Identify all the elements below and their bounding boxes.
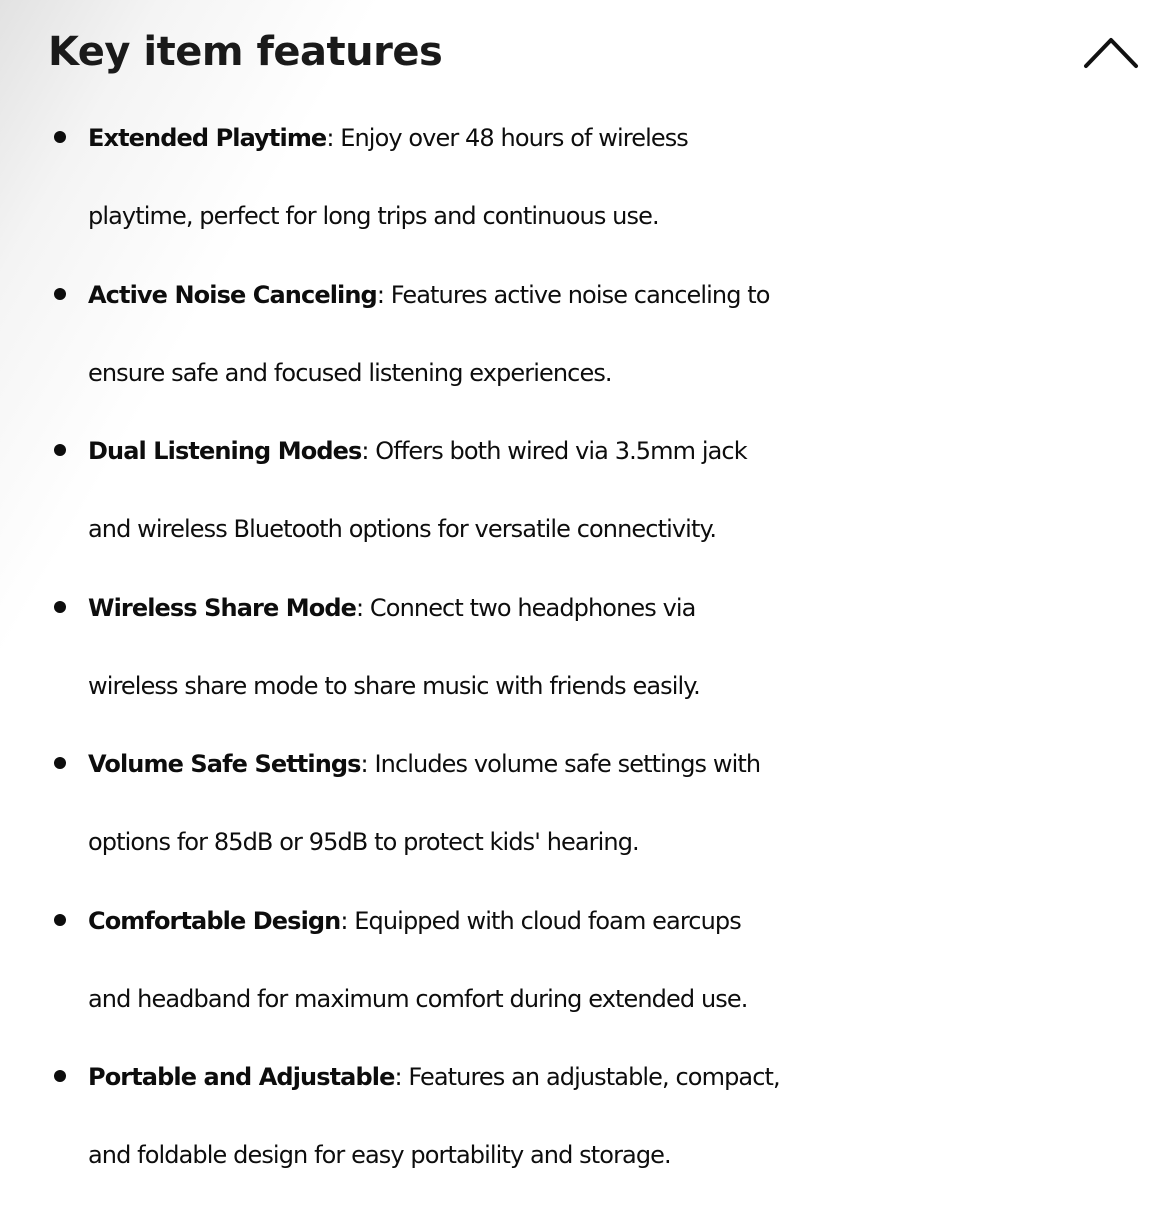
- feature-text: [88, 1038, 1166, 1194]
- feature-description: : Connect two headphones via: [356, 593, 696, 622]
- feature-description: : Equipped with cloud foam earcups: [340, 906, 741, 935]
- feature-line-1: [88, 99, 1166, 177]
- feature-item-active-noise-canceling: [0, 256, 1168, 413]
- bullet-dot: [54, 131, 66, 143]
- feature-list: [0, 99, 1168, 1195]
- feature-item-wireless-share-mode: [0, 569, 1168, 726]
- feature-text: [88, 725, 1166, 881]
- feature-description: : Enjoy over 48 hours of wireless: [326, 124, 688, 152]
- feature-description: : Includes volume safe settings with: [360, 750, 761, 778]
- feature-term: Wireless Share Mode: [88, 593, 357, 622]
- feature-text: [88, 569, 1166, 725]
- feature-line-2: playtime, perfect for long trips and continuous use.: [88, 202, 659, 230]
- feature-line-2: wireless share mode to share music with friends easily.: [88, 671, 700, 700]
- feature-term: Comfortable Design: [88, 906, 341, 935]
- feature-line-1: [88, 412, 1166, 490]
- feature-term: Active Noise Canceling: [88, 280, 377, 309]
- bullet-dot: [54, 757, 66, 769]
- feature-text: [88, 99, 1166, 255]
- section-header[interactable]: [0, 0, 1168, 110]
- feature-item-portable-and-adjustable: [0, 1038, 1168, 1195]
- feature-line-2: and wireless Bluetooth options for versatile connectivity.: [88, 515, 717, 543]
- feature-term: Dual Listening Modes: [88, 437, 362, 465]
- collapse-button[interactable]: [1076, 26, 1146, 76]
- feature-term: Extended Playtime: [88, 124, 327, 152]
- bullet-dot: [54, 288, 66, 300]
- feature-line-1: [88, 882, 1166, 960]
- feature-line-2: options for 85dB or 95dB to protect kids' hearing.: [88, 828, 639, 856]
- feature-line-1: [88, 1038, 1166, 1116]
- bullet-dot: [54, 444, 66, 456]
- feature-item-dual-listening-modes: [0, 412, 1168, 569]
- feature-line-2: and headband for maximum comfort during extended use.: [88, 984, 748, 1013]
- feature-item-extended-playtime: [0, 99, 1168, 256]
- feature-item-comfortable-design: [0, 882, 1168, 1039]
- bullet-dot: [54, 601, 66, 613]
- feature-line-2: ensure safe and focused listening experiences.: [88, 358, 612, 387]
- feature-description: : Offers both wired via 3.5mm jack: [361, 437, 747, 465]
- feature-line-1: [88, 569, 1166, 647]
- bullet-dot: [54, 1070, 66, 1082]
- feature-line-2: and foldable design for easy portability and storage.: [88, 1141, 671, 1169]
- feature-term: Portable and Adjustable: [88, 1063, 395, 1091]
- feature-text: [88, 256, 1166, 412]
- section-title: Key item features: [48, 29, 443, 75]
- feature-text: [88, 882, 1166, 1038]
- feature-line-1: [88, 725, 1166, 803]
- feature-item-volume-safe-settings: [0, 725, 1168, 882]
- feature-description: : Features an adjustable, compact,: [394, 1063, 780, 1091]
- feature-text: [88, 412, 1166, 568]
- feature-line-1: [88, 256, 1166, 334]
- chevron-up-icon: [1076, 26, 1146, 76]
- feature-description: : Features active noise canceling to: [376, 280, 770, 309]
- bullet-dot: [54, 914, 66, 926]
- feature-term: Volume Safe Settings: [88, 750, 361, 778]
